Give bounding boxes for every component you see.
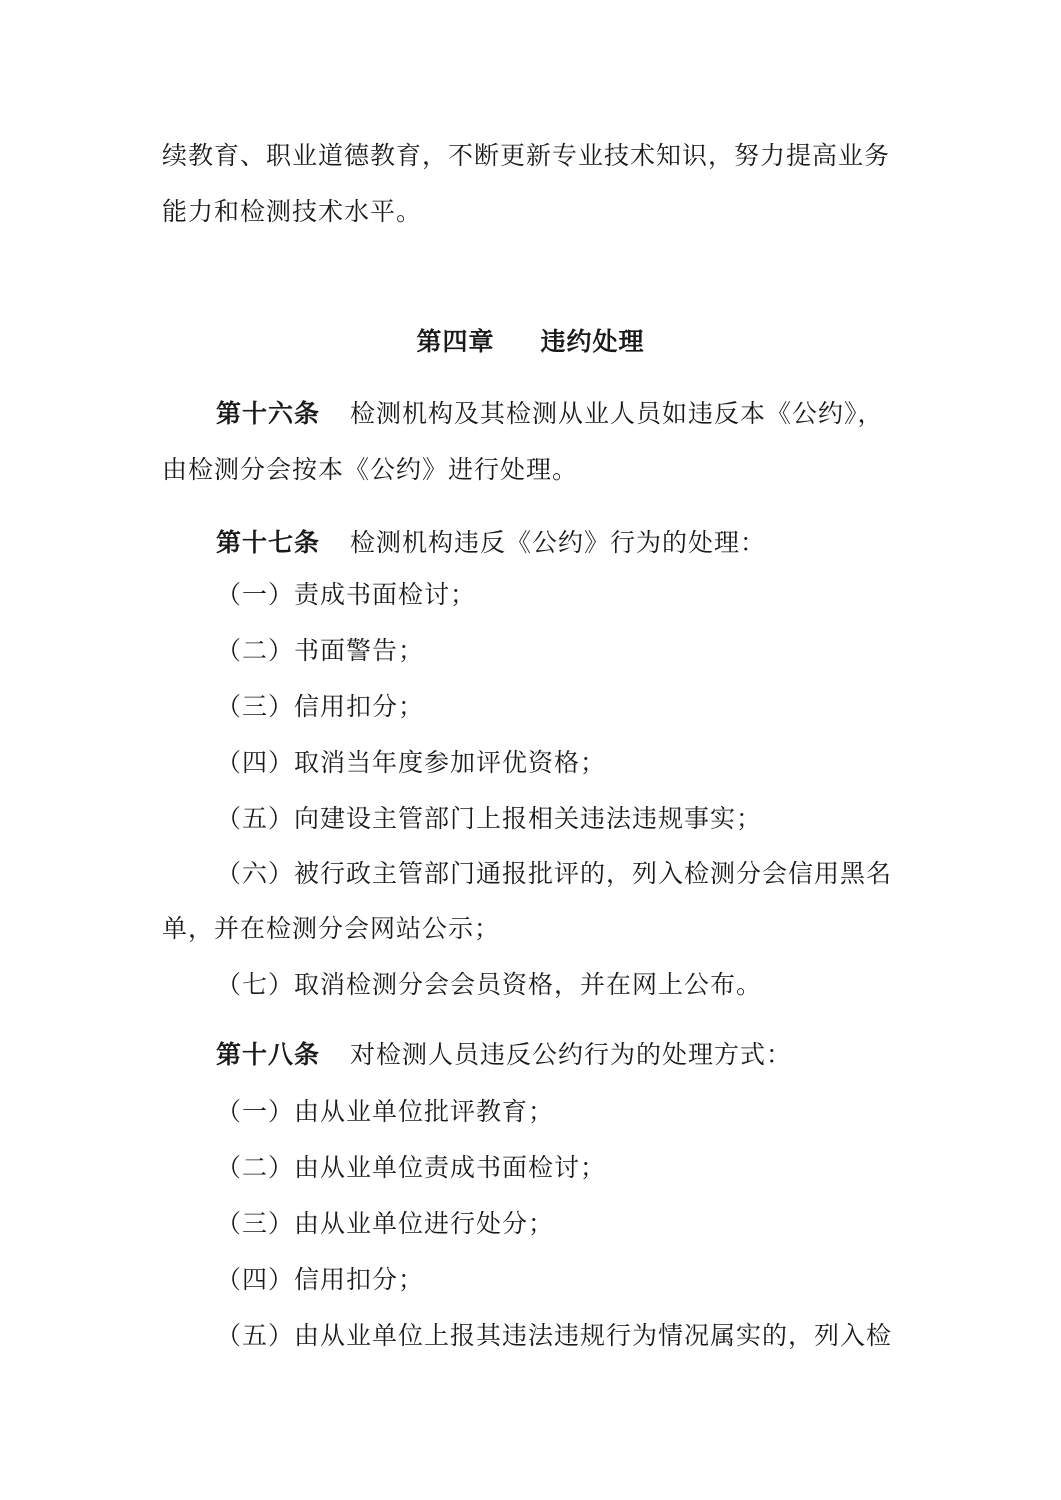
paragraph-line: 续教育、职业道德教育，不断更新专业技术知识，努力提高业务 bbox=[162, 141, 891, 170]
article-17-item: （一）责成书面检讨； bbox=[216, 580, 477, 609]
article-18-item: （三）由从业单位进行处分； bbox=[216, 1209, 555, 1238]
article-18-item: （一）由从业单位批评教育； bbox=[216, 1097, 555, 1126]
chapter-heading bbox=[0, 325, 1061, 359]
paragraph-line: 能力和检测技术水平。 bbox=[162, 197, 423, 226]
article-17-item: （七）取消检测分会会员资格，并在网上公布。 bbox=[216, 970, 763, 999]
article-18-intro-line bbox=[216, 1038, 1061, 1072]
article-17-item: （三）信用扣分； bbox=[216, 692, 425, 721]
article-16-text: 检测机构及其检测从业人员如违反本《公约》， bbox=[350, 399, 884, 428]
article-18-item: （二）由从业单位责成书面检讨； bbox=[216, 1153, 607, 1182]
article-17-item: （二）书面警告； bbox=[216, 636, 425, 665]
article-18-item: （五）由从业单位上报其违法违规行为情况属实的，列入检 bbox=[216, 1321, 893, 1350]
article-16-label: 第十六条 bbox=[216, 399, 321, 428]
article-17-intro: 检测机构违反《公约》行为的处理： bbox=[350, 528, 767, 557]
article-17-item: （四）取消当年度参加评优资格； bbox=[216, 748, 607, 777]
article-18-label: 第十八条 bbox=[216, 1040, 321, 1069]
article-18-item: （四）信用扣分； bbox=[216, 1265, 425, 1294]
article-18-intro: 对检测人员违反公约行为的处理方式： bbox=[350, 1040, 793, 1069]
article-16-line-1 bbox=[216, 397, 1061, 431]
chapter-number: 第四章 bbox=[416, 327, 495, 356]
article-17-intro-line bbox=[216, 526, 1061, 560]
article-16-line-2: 由检测分会按本《公约》进行处理。 bbox=[162, 455, 579, 484]
chapter-title: 违约处理 bbox=[540, 327, 645, 356]
article-17-label: 第十七条 bbox=[216, 528, 321, 557]
article-17-item: （五）向建设主管部门上报相关违法违规事实； bbox=[216, 804, 763, 833]
article-17-item-continuation: 单，并在检测分会网站公示； bbox=[162, 914, 501, 943]
article-17-item: （六）被行政主管部门通报批评的，列入检测分会信用黑名 bbox=[216, 859, 893, 888]
